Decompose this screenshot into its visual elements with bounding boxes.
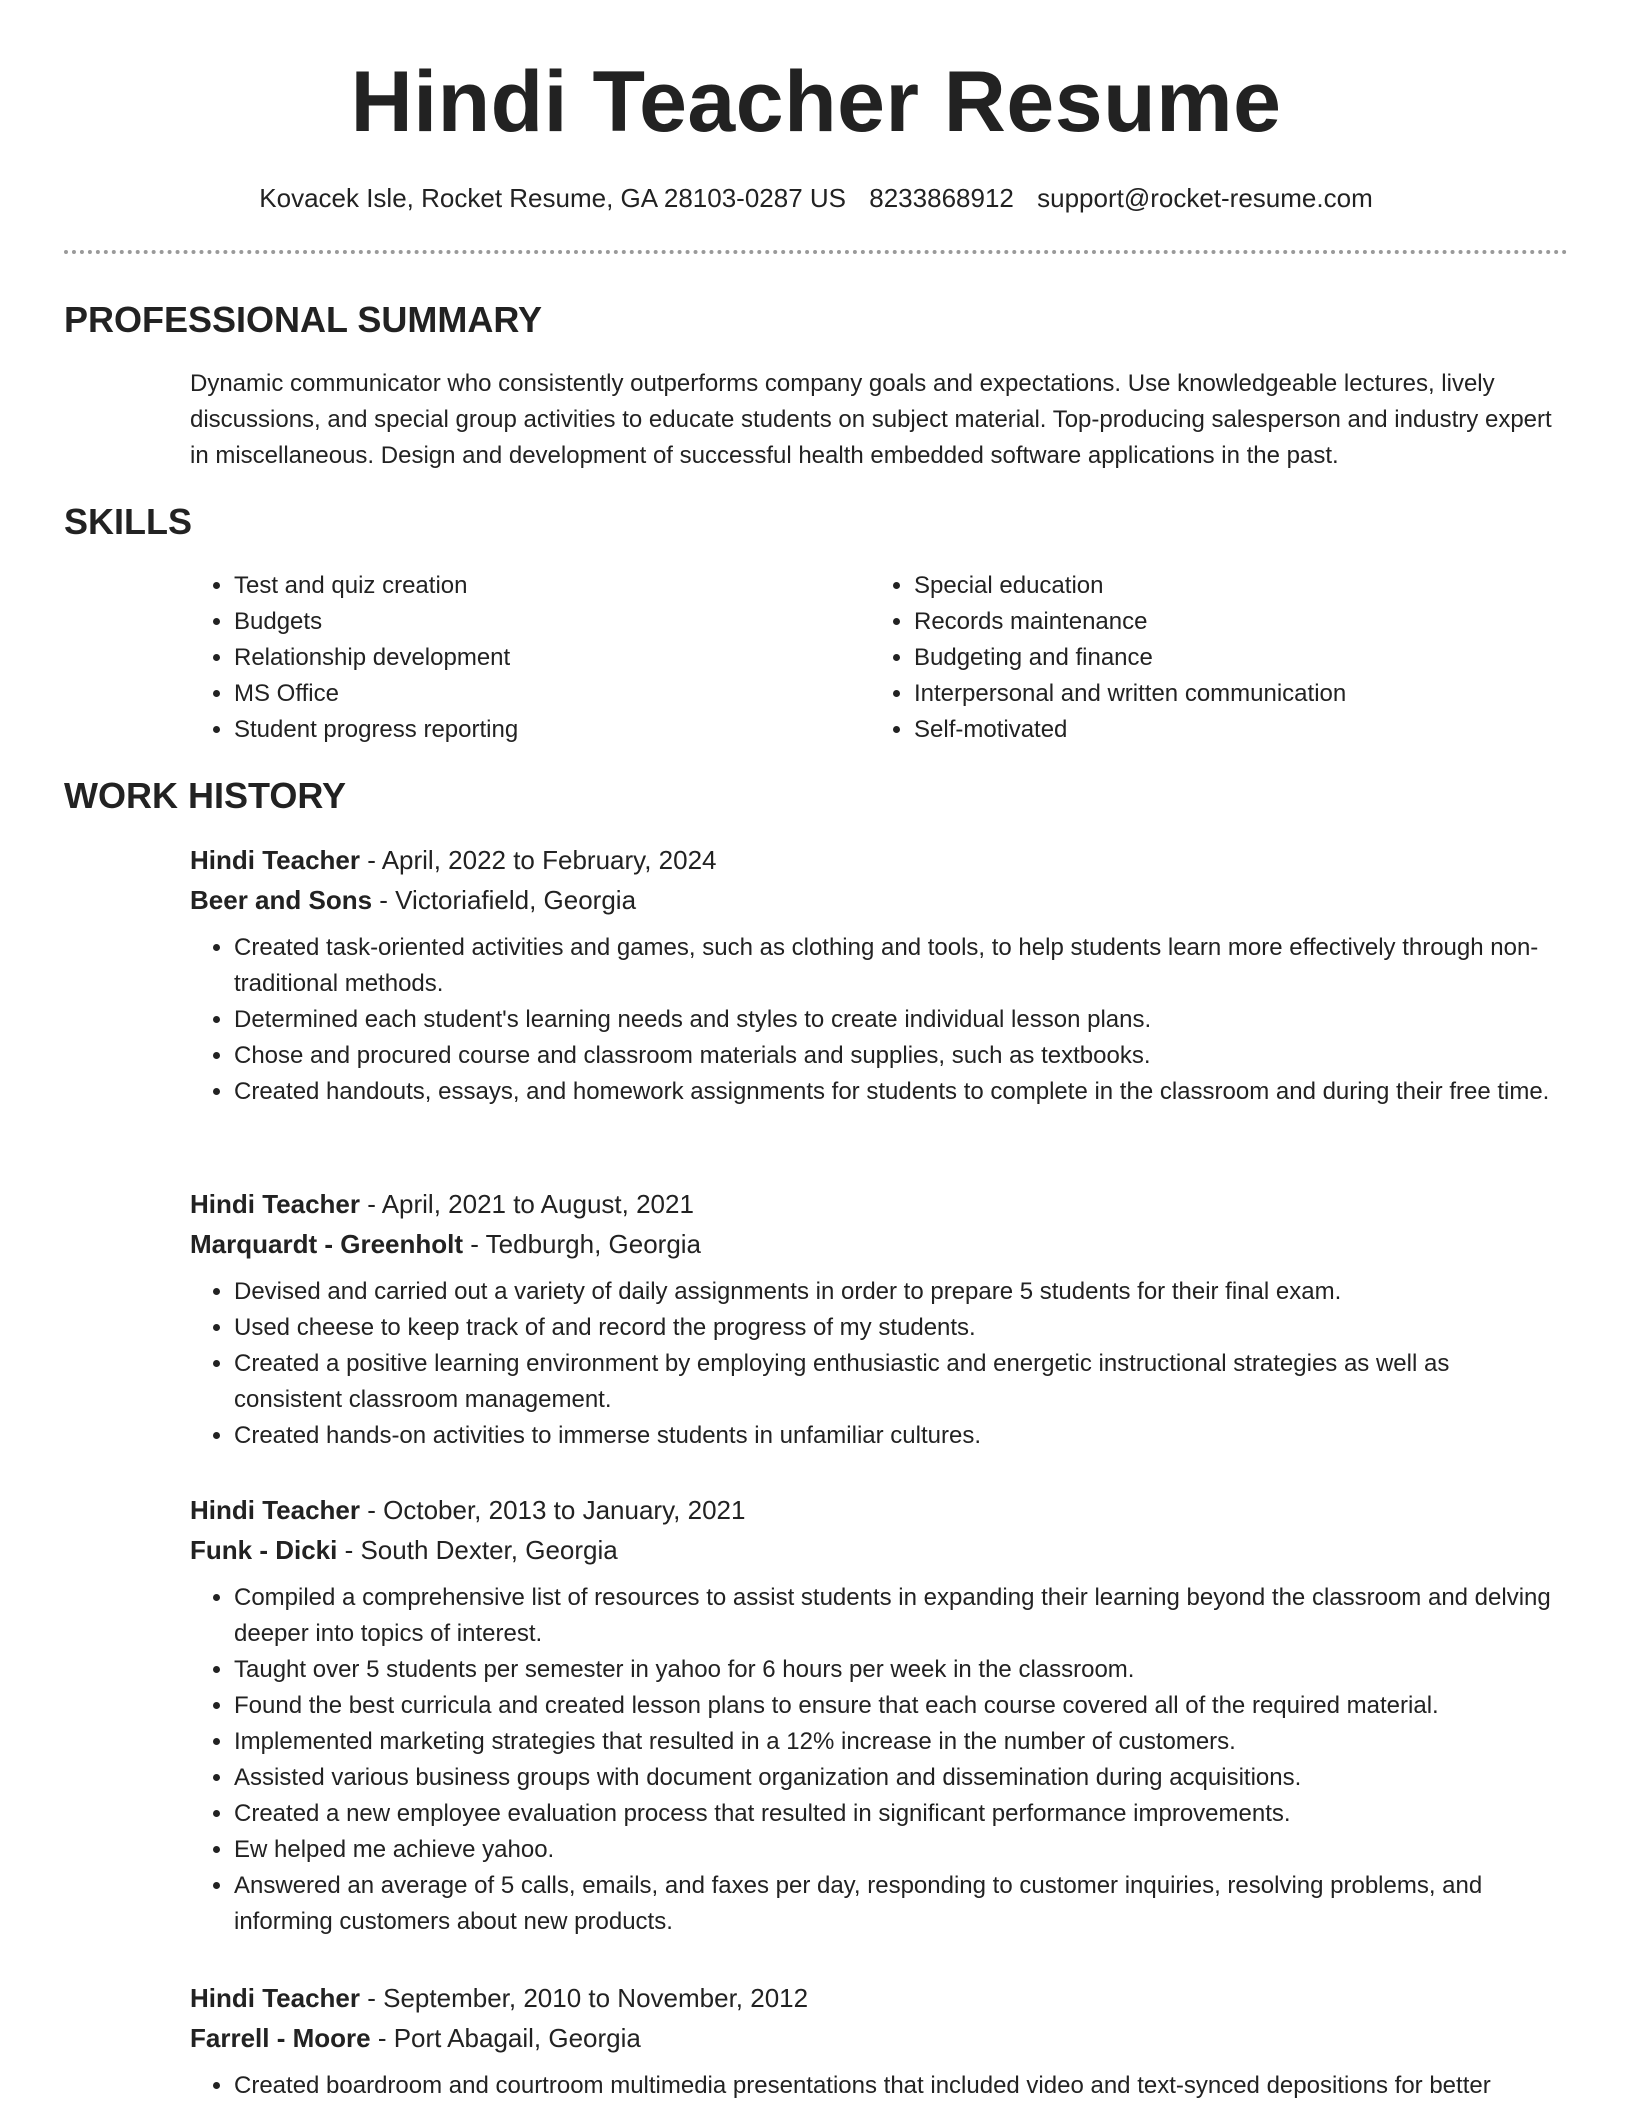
- contact-address: Kovacek Isle, Rocket Resume, GA 28103-0287 US: [259, 183, 847, 213]
- duty-item: • Determined each student's learning needs and styles to create individual lesson plans.: [234, 1002, 1560, 1038]
- page-title: Hindi Teacher Resume: [350, 54, 1282, 150]
- duty-item: • Created hands-on activities to immerse students in unfamiliar cultures.: [234, 1418, 1560, 1454]
- skill-item: • Budgeting and finance: [914, 640, 1514, 676]
- job-location: South Dexter, Georgia: [360, 1535, 618, 1565]
- skill-item: • Interpersonal and written communication: [914, 676, 1514, 712]
- job-dates: April, 2021 to August, 2021: [381, 1189, 694, 1219]
- contact-phone: 8233868912: [869, 183, 1014, 213]
- duty-item: • Found the best curricula and created lesson plans to ensure that each course covered all of the required material.: [234, 1688, 1560, 1724]
- job-duties: [190, 1274, 1560, 1454]
- job-duties: [190, 930, 1560, 1110]
- skill-item: • Test and quiz creation: [234, 568, 834, 604]
- duty-item: • Implemented marketing strategies that resulted in a 12% increase in the number of customers.: [234, 1724, 1560, 1760]
- job-company: Beer and Sons: [190, 885, 373, 915]
- duty-item: • Created a positive learning environment by employing enthusiastic and energetic instructional strategies as well as consistent classroom management.: [234, 1346, 1560, 1418]
- duty-item: • Created a new employee evaluation process that resulted in significant performance improvements.: [234, 1796, 1560, 1832]
- job-entry: [190, 1978, 1560, 2104]
- job-role: Hindi Teacher: [190, 845, 361, 875]
- job-role: Hindi Teacher: [190, 1983, 361, 2013]
- skill-item: • Special education: [914, 568, 1514, 604]
- job-company-line: Marquardt - Greenholt - Tedburgh, Georgia: [190, 1229, 702, 1259]
- summary-text: Dynamic communicator who consistently outperforms company goals and expectations. Use knowledgeable lectures, lively discussions, and special group activities to educate students on subject material. Top-producing salesperson and industry expert in miscellaneous. Design and development of successful health embedded software applications in the past.: [190, 370, 1552, 469]
- skill-item: • Records maintenance: [914, 604, 1514, 640]
- job-company: Funk - Dicki: [190, 1535, 338, 1565]
- duty-item: • Answered an average of 5 calls, emails, and faxes per day, responding to customer inquiries, resolving problems, and informing customers about new products.: [234, 1868, 1560, 1940]
- job-location: Port Abagail, Georgia: [393, 2023, 641, 2053]
- job-dates: September, 2010 to November, 2012: [383, 1983, 809, 2013]
- job-entry: [190, 1184, 1560, 1454]
- job-title-line: Hindi Teacher - September, 2010 to November, 2012: [190, 1983, 809, 2013]
- job-entry: [190, 1490, 1560, 1940]
- duty-item: • Ew helped me achieve yahoo.: [234, 1832, 1560, 1868]
- job-company: Farrell - Moore: [190, 2023, 371, 2053]
- job-company-line: Farrell - Moore - Port Abagail, Georgia: [190, 2023, 641, 2053]
- job-role: Hindi Teacher: [190, 1189, 361, 1219]
- skill-item: • Self-motivated: [914, 712, 1514, 748]
- duty-item: • Created handouts, essays, and homework assignments for students to complete in the classroom and during their free time.: [234, 1074, 1560, 1110]
- section-title-summary: PROFESSIONAL SUMMARY: [64, 299, 543, 340]
- job-company-line: Funk - Dicki - South Dexter, Georgia: [190, 1535, 618, 1565]
- skill-item: • Relationship development: [234, 640, 834, 676]
- section-title-skills: SKILLS: [64, 501, 193, 542]
- job-duties: [190, 2068, 1560, 2104]
- skills-list-right: [870, 568, 1514, 748]
- skill-item: • MS Office: [234, 676, 834, 712]
- duty-item: • Assisted various business groups with document organization and dissemination during acquisitions.: [234, 1760, 1560, 1796]
- duty-item: • Devised and carried out a variety of daily assignments in order to prepare 5 students for their final exam.: [234, 1274, 1560, 1310]
- section-title-work-history: WORK HISTORY: [64, 775, 347, 816]
- job-title-line: Hindi Teacher - October, 2013 to January, 2021: [190, 1495, 746, 1525]
- job-location: Tedburgh, Georgia: [485, 1229, 702, 1259]
- contact-email: support@rocket-resume.com: [1037, 183, 1373, 213]
- duty-item: • Compiled a comprehensive list of resources to assist students in expanding their learning beyond the classroom and delving deeper into topics of interest.: [234, 1580, 1560, 1652]
- header-divider: [64, 250, 1568, 254]
- duty-item: • Used cheese to keep track of and record the progress of my students.: [234, 1310, 1560, 1346]
- job-duties: [190, 1580, 1560, 1940]
- contact-info: [0, 180, 1632, 216]
- job-company-line: Beer and Sons - Victoriafield, Georgia: [190, 885, 637, 915]
- job-dates: April, 2022 to February, 2024: [381, 845, 717, 875]
- duty-item: • Chose and procured course and classroom materials and supplies, such as textbooks.: [234, 1038, 1560, 1074]
- job-location: Victoriafield, Georgia: [395, 885, 637, 915]
- duty-item: • Created task-oriented activities and games, such as clothing and tools, to help students learn more effectively through non-traditional methods.: [234, 930, 1560, 1002]
- duty-item: • Created boardroom and courtroom multimedia presentations that included video and text-synced depositions for better: [234, 2068, 1560, 2104]
- skills-list-left: [190, 568, 834, 748]
- job-title-line: Hindi Teacher - April, 2021 to August, 2021: [190, 1189, 694, 1219]
- job-title-line: Hindi Teacher - April, 2022 to February, 2024: [190, 845, 717, 875]
- skill-item: • Student progress reporting: [234, 712, 834, 748]
- job-company: Marquardt - Greenholt: [190, 1229, 464, 1259]
- skill-item: • Budgets: [234, 604, 834, 640]
- job-role: Hindi Teacher: [190, 1495, 361, 1525]
- job-dates: October, 2013 to January, 2021: [383, 1495, 746, 1525]
- job-entry: [190, 840, 1560, 1110]
- duty-item: • Taught over 5 students per semester in yahoo for 6 hours per week in the classroom.: [234, 1652, 1560, 1688]
